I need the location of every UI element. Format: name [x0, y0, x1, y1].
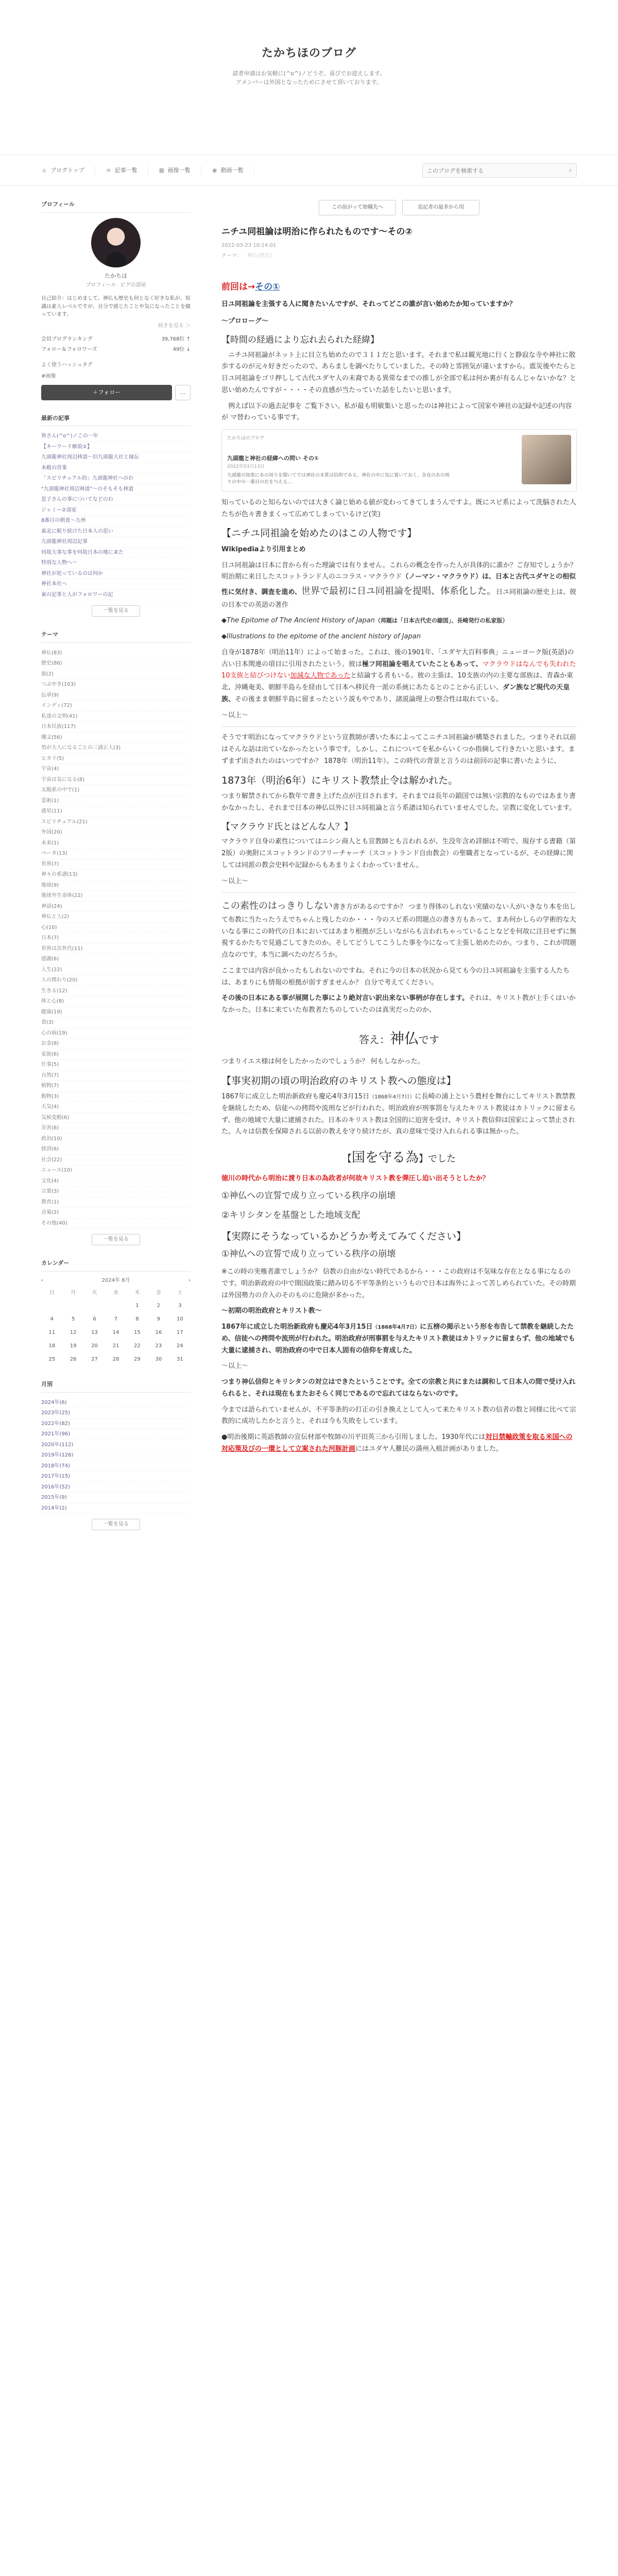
- theme-link[interactable]: 自然(7): [41, 1071, 191, 1081]
- profile-heading: プロフィール: [41, 200, 191, 213]
- recent-heading: 最新の記事: [41, 414, 191, 427]
- divider: [221, 726, 577, 727]
- profile-links: [41, 281, 191, 290]
- paragraph-text: （1868年4月7日）: [369, 1094, 415, 1100]
- theme-more-button[interactable]: 一覧を見る: [92, 1234, 140, 1245]
- nav-article-list[interactable]: [95, 166, 148, 175]
- paragraph: [221, 898, 577, 961]
- archive-heading: 月別: [41, 1380, 191, 1393]
- quote-start: 〜初期の明治政府とキリスト教〜: [221, 1307, 322, 1315]
- archive-link[interactable]: 2024年(6): [41, 1398, 191, 1409]
- calendar-day[interactable]: 29: [134, 1356, 141, 1362]
- paragraph: [221, 1432, 577, 1455]
- recent-post-link[interactable]: 神社本社へ: [41, 579, 191, 590]
- emphasis-text: その後の日本にある事が展開した事により絶対言い訳出来ない事柄が存在します。: [221, 994, 469, 1003]
- home-icon: ⌂: [42, 167, 46, 174]
- stat-label: 会員プログランキング: [41, 336, 93, 342]
- calendar-table: [41, 1287, 191, 1366]
- theme-link[interactable]: スピリチュアル(21): [41, 817, 191, 828]
- theme-link[interactable]: ベータ(13): [41, 849, 191, 859]
- calendar-day[interactable]: [41, 1299, 62, 1313]
- calendar-month: 2024年 8月: [101, 1277, 130, 1283]
- hashtag-link[interactable]: #画像: [41, 373, 56, 379]
- video-icon: ◉: [212, 167, 217, 174]
- profile-text: 自己紹介：はじめまして。神仏も歴史も何となく好きな私が、知識は素人レベルですが、自分で感じたことや気になったことを綴っています。: [41, 296, 191, 318]
- theme-link[interactable]: 地球(9): [41, 880, 191, 891]
- recent-post-link[interactable]: 九頭龍神社周辺林道〜旧九頭龍大社と縁伝: [41, 452, 191, 463]
- calendar-day[interactable]: 3: [178, 1302, 182, 1309]
- calendar-day[interactable]: 13: [91, 1329, 98, 1335]
- paragraph-text: その後まま朝鮮半島に留まったという説もやであり、諸説論理上の整合性は取れている。: [235, 695, 503, 703]
- calendar-weekday: 日: [49, 1290, 55, 1296]
- profile-name[interactable]: たかちほ: [105, 272, 127, 279]
- section-heading: 【マクラウド氏とはどんな人？】: [221, 821, 353, 832]
- stat-value: 49位 ↓: [173, 346, 191, 352]
- calendar-day[interactable]: [105, 1299, 126, 1313]
- theme-link[interactable]: 心の病(19): [41, 1028, 191, 1039]
- theme-link[interactable]: 文化(4): [41, 1176, 191, 1187]
- paragraph-text: 書き方があるのですか？ つまり得体のしれない実績のない人がいきなり本を出して布教に当たったうえでちゃんと残したのか・・・今のスピ系の問題点の書き方もあって、まあ何かしらの学術的な大いなる事にこの時代の日本においてはあまり根拠が乏しいながらも言われちゃっていることなどを何故に注目せずに無視するかたちで見過ごしてきたのか。そしてどうしてこうした事を今になって主張し始めたのか。つまり、これが問題点なのです。本当に調べたのだろうか。: [221, 903, 577, 959]
- divider: [221, 892, 577, 893]
- theme-link[interactable]: 旅(2): [41, 669, 191, 680]
- theme-link[interactable]: 外国(20): [41, 827, 191, 838]
- calendar-day[interactable]: 16: [155, 1329, 162, 1335]
- recent-list: [41, 431, 191, 600]
- calendar-prev-icon[interactable]: ‹: [41, 1277, 43, 1283]
- embed-thumbnail: [522, 435, 571, 484]
- paragraph: ニチユ同祖論がネット上に目立ち始めたので３１１だと思います。それまで私は観光地に行くと静寂な寺や神社に散歩するのが元々好きだったので、あらましを調べたりしていました。その時と雰囲気が違いますから。震災後やたらと日ユ同祖論をゴリ押しして古代ユダヤ人の末裔である異常なまでの推しが全部で私は何か裏が有るんじゃないかな？と思い始めたんですが・・・・その直感が当たっていた話をしたいと思います。: [221, 351, 577, 394]
- paragraph-text: 1867年に成立した明治新政府も慶応4年3月15日: [221, 1323, 373, 1331]
- paragraph-text: と結論する者もいる。彼の主張は、10支族の内の主要な部族は、青森か東北、沖縄奄美、朝鮮半島らを経由して日本へ移民舟一派の系統にあたるとのことから正しい、: [221, 672, 573, 692]
- recent-post-link[interactable]: 8番目の朝食〜九州: [41, 516, 191, 527]
- quote-end: 〜以上〜: [221, 711, 249, 719]
- paragraph-text: 自身が1878年（明治11年）によって始まった。これは、後の1901年、「ユダヤ大百科事典」ニューヨーク版(英語)の古い日本関連の項目に引用されたという。彼は: [221, 648, 574, 668]
- theme-link[interactable]: 音楽(2): [41, 1208, 191, 1218]
- calendar-day[interactable]: 17: [176, 1329, 183, 1335]
- emphasis-text: 世界で最初に日ユ同祖論を提唱、体系化した。: [301, 586, 496, 597]
- nav-label: 画像一覧: [167, 167, 191, 174]
- paragraph-text: 極フ同祖論を唱えていたこともあって、: [362, 660, 483, 668]
- recent-post-link[interactable]: 【キーワード解説②】: [41, 442, 191, 453]
- recent-post-link[interactable]: 東北に眠り続けた日本人の思い: [41, 527, 191, 537]
- theme-list: [41, 648, 191, 1229]
- theme-link[interactable]: つぶやき(103): [41, 680, 191, 690]
- theme-link[interactable]: 歴史(86): [41, 658, 191, 669]
- section-heading: 1873年（明治6年）にキリスト教禁止令は解かれた。: [221, 774, 458, 786]
- calendar-day[interactable]: 24: [176, 1343, 183, 1349]
- lead-question: 日ユ同祖論を主張する人に聞きたいんですが、それってどこの誰が言い始めたか知っていますか？: [221, 300, 517, 309]
- article-pager: [221, 200, 577, 215]
- ranking-row[interactable]: [41, 345, 191, 355]
- embed-title: 九頭龍と神社の経緯への問い その①: [227, 454, 319, 462]
- archive-link[interactable]: 2018年(74): [41, 1461, 191, 1472]
- theme-link[interactable]: 霊術(1): [41, 796, 191, 807]
- embed-date: 2022年03月13日: [227, 464, 265, 470]
- theme-link[interactable]: 世界(7): [41, 859, 191, 870]
- theme-section: [41, 630, 191, 1245]
- nav-label: 動画一覧: [220, 167, 244, 174]
- section-heading: 【実際にそうなっているかどうか考えてみてください】: [221, 1230, 467, 1242]
- archive-link[interactable]: 2014年(2): [41, 1503, 191, 1514]
- prev-article-link[interactable]: [221, 280, 577, 295]
- theme-link[interactable]: 経済(6): [41, 1144, 191, 1155]
- recent-posts-section: [41, 414, 191, 617]
- calendar-day[interactable]: 22: [134, 1343, 141, 1349]
- image-icon: ▦: [159, 167, 164, 174]
- list-item: ①神仏への宣誓で成り立っている秩序の崩壊: [221, 1249, 396, 1260]
- calendar-weekday: 金: [156, 1290, 161, 1296]
- section-heading: 【時間の経過により忘れ去られた経緯】: [221, 334, 379, 345]
- calendar-day[interactable]: 28: [112, 1356, 119, 1362]
- nav-label: 記事一覧: [114, 167, 138, 174]
- book-title: [221, 615, 577, 627]
- archive-link[interactable]: 2022年(82): [41, 1419, 191, 1430]
- hashtag-heading: よく使うハッシュタグ: [41, 362, 93, 368]
- calendar-day[interactable]: 11: [48, 1329, 56, 1335]
- entry-title[interactable]: ニチユ同祖論は明治に作られたものです〜その②: [221, 227, 413, 237]
- paragraph-text: （1868年4月7日）: [372, 1325, 420, 1331]
- emphasis-text: 対日禁輸政策を取る米国への対応策及びの一環として立案された河豚計画: [221, 1433, 573, 1453]
- paragraph: 今までは語られていませんが、不平等条約の打正の引き換えとして入って来たキリスト教の信者の数と同様に比べて宗教的に成功したかと言うと、それは今も失敗をしています。: [221, 1405, 576, 1426]
- recent-post-link[interactable]: 神社が祀っているのは何か: [41, 569, 191, 580]
- theme-link[interactable]: 社会(22): [41, 1155, 191, 1166]
- blog-title[interactable]: たかちほのブログ: [261, 46, 356, 60]
- paragraph: [221, 993, 577, 1016]
- section-heading: 【ニチユ同祖論を始めたのはこの人物です】: [221, 528, 417, 539]
- follow-wrap: [41, 385, 191, 400]
- paragraph-text: ●明治後期に英語教師の宣伝材部や牧師の川平田英三から引用しました。1930年代には: [221, 1433, 486, 1442]
- calendar-day[interactable]: 19: [70, 1343, 77, 1349]
- recent-post-link[interactable]: 皆さん(^o^)ノこの一年: [41, 431, 191, 442]
- blog-description-line: 読者申請はお気軽に(^o^)ノどうぞ。喜びでお迎えします。: [232, 70, 386, 77]
- sidebar: [41, 200, 191, 1544]
- paragraph-text: ダン族など現代の天皇族、: [221, 684, 570, 703]
- stat-label: フォロー＆フォロワーズ: [41, 346, 97, 352]
- calendar-day[interactable]: 31: [176, 1356, 183, 1362]
- answer-main: 神仏: [389, 1029, 419, 1047]
- paragraph: ここまでは内容が良かったもしれないのですね。それに今の日本の状況から見ても今の日ユ同祖論を主張する人たちは、あまりにも情報の根拠が弱すぎませんか？ 自分で考えてください。: [221, 967, 570, 987]
- paragraph: つまりイエス様は何をしたかったのでしょうか？ 何もしなかった。: [221, 1057, 424, 1065]
- theme-link[interactable]: 健康(19): [41, 1007, 191, 1018]
- ranking-row[interactable]: [41, 334, 191, 345]
- entry-date: 2022-03-23 10:14:01: [221, 242, 277, 248]
- profile-link[interactable]: プロフィール: [85, 282, 116, 289]
- stat-value: 39,768位 ↑: [161, 336, 191, 342]
- archive-link[interactable]: 2021年(96): [41, 1429, 191, 1440]
- profile-more-link[interactable]: 続きを見る ＞: [158, 323, 191, 329]
- profile-section: [41, 200, 191, 400]
- theme-label: テーマ：: [221, 252, 242, 259]
- theme-link[interactable]: 神仏(83): [41, 648, 191, 659]
- archive-link[interactable]: 2015年(9): [41, 1493, 191, 1503]
- embed-desc: 九頭龍の知恵にあの周りを聞いてでは神社の本質は信仰である。神社の中に気に置いておく、奈良のあの周りの中の一番目の社を与える...: [227, 472, 450, 485]
- paragraph: 知っているのと知らないのでは大きく論じ始める値が変わってきてしまうんですよ。既にスピ系によって洗脳された人たちが色々書きまくって広めてしまっているけど(笑): [221, 498, 576, 518]
- calendar-day[interactable]: 23: [155, 1343, 162, 1349]
- theme-link[interactable]: 私達の文明(41): [41, 711, 191, 722]
- theme-link[interactable]: 生きる(12): [41, 986, 191, 997]
- quote-end: 〜以上〜: [221, 1362, 249, 1370]
- theme-link[interactable]: 動物(3): [41, 1092, 191, 1103]
- archive-link[interactable]: 2017年(15): [41, 1471, 191, 1482]
- theme-link[interactable]: 日本(7): [41, 933, 191, 944]
- theme-link[interactable]: 食(3): [41, 1018, 191, 1028]
- theme-link[interactable]: 男が大人になるごとの三浦正人(3): [41, 743, 191, 754]
- paragraph: つまり解禁されてから数年で書き上げた点が注目されます。それまでは長年の鎖国では無い宗教的なものではあまり書かなかったし、それまで日本の神仏以外に日ユ同祖論と言う系譜は知られていませんでした。宗教に変化しています。: [221, 792, 576, 812]
- theme-link[interactable]: 政治(10): [41, 1134, 191, 1145]
- section-heading: 【事実初期の頃の明治政府のキリスト教への態度は】: [221, 1075, 456, 1087]
- paragraph: そうです明治になってマクラウドという宣教師が書いた本によってこニチユ同祖論が構築されました。つまりそれ以前はそんな話は出ていなかったという事です。しかし、これについてを私からいくつか指摘して行きたいと思います。まずまず出されたのはいつですか？ 1878年（明治11年）。この時代の背景と言うのは前回の記事に書いたように、: [221, 734, 576, 765]
- calendar-next-icon[interactable]: ›: [188, 1277, 191, 1283]
- paragraph-text: それは、キリスト教が上手くはいかなかった。日本に来ていた布教者たちのしていたのは真実だったのか、: [221, 994, 576, 1014]
- archive-link[interactable]: 2019年(126): [41, 1450, 191, 1461]
- paragraph: ※この時の実権者誰でしょうか？ 信教の自由がない時代であるから・・・この政府は不気味な存在となる事になるのです。明治新政府の中で開国政策に踏み切る不平等条約というもので日本は海外によって苦しめられていた。その時期は外国勢力の介入のそのものに危険が多かった。: [221, 1268, 576, 1299]
- entry-categories: [221, 252, 577, 260]
- calendar-day[interactable]: 5: [71, 1316, 75, 1322]
- theme-link[interactable]: 感謝(6): [41, 954, 191, 965]
- recent-post-link[interactable]: 「スピリチュアル的」九頭龍神社へのわ: [41, 473, 191, 484]
- calendar-weekday: 水: [113, 1290, 118, 1296]
- back-prefix: 前回は→: [221, 281, 255, 292]
- theme-link[interactable]: その他(40): [41, 1218, 191, 1229]
- calendar-weekday: 火: [92, 1290, 97, 1296]
- blog-header: [0, 0, 618, 155]
- nav-image-list[interactable]: [148, 166, 201, 175]
- calendar-day[interactable]: 9: [157, 1316, 160, 1322]
- category-link[interactable]: 神仏(歴史): [247, 252, 272, 259]
- blog-search: [422, 163, 577, 178]
- theme-link[interactable]: 人生(22): [41, 965, 191, 976]
- theme-link[interactable]: 伝承(9): [41, 690, 191, 701]
- profile-link[interactable]: ピグの部屋: [120, 282, 146, 289]
- book-title: ◆Illustrations to the epitome of the ancient history of Japan: [221, 633, 421, 641]
- entry-body: [221, 280, 577, 1455]
- theme-link[interactable]: 言葉(3): [41, 1187, 191, 1197]
- theme-link[interactable]: 縄文(56): [41, 733, 191, 743]
- theme-link[interactable]: 体と心(8): [41, 996, 191, 1007]
- prologue-label: 〜プロローグ〜: [221, 317, 269, 326]
- calendar-day[interactable]: 26: [70, 1356, 77, 1362]
- follow-more-button[interactable]: …: [175, 385, 191, 400]
- theme-link[interactable]: 神仏と人(2): [41, 912, 191, 923]
- paragraph-text: にはユダヤ人難民の満州入植計画がありました。: [355, 1445, 503, 1453]
- theme-link[interactable]: インディ(72): [41, 701, 191, 711]
- nav-video-list[interactable]: [201, 166, 254, 175]
- paragraph-text: に長崎の浦上という農村を舞台にしてキリスト教禁教を継続したため、信徒への拷問や流刑などが行われた。明治政府が刑事罰を与えたキリスト教徒はカトリックに留まらず、他の地域で大量に逮捕された。日本のキリスト教は全国的に迫害を受け、キリスト教信仰は国家によって禁止された。人々は信教を保障される以前の教えを守り続けたが、真の意味で受け入れられる事は無かった。: [221, 1093, 576, 1136]
- emphasis-text: この素性のはっきりしない: [221, 901, 333, 912]
- theme-link[interactable]: ニュース(10): [41, 1165, 191, 1176]
- search-icon[interactable]: ⌕: [569, 166, 572, 174]
- blog-description-line: アメンバーは外国となったためにさせて頂いております。: [236, 78, 382, 86]
- archive-link[interactable]: 2020年(112): [41, 1440, 191, 1451]
- theme-link[interactable]: 家族(6): [41, 1049, 191, 1060]
- calendar-day[interactable]: 30: [155, 1356, 162, 1362]
- recent-post-link[interactable]: 何故大事な事を何故日本の地に来た: [41, 548, 191, 558]
- main-content: [221, 200, 577, 1544]
- recent-post-link[interactable]: 息子さんの事についてなどのわ: [41, 495, 191, 505]
- answer-suffix: です: [419, 1033, 439, 1046]
- list-item: ①神仏への宣誓で成り立っている秩序の崩壊: [221, 1191, 396, 1201]
- search-input[interactable]: [427, 167, 569, 174]
- theme-link[interactable]: 太陽系の中で(1): [41, 785, 191, 796]
- calendar-heading: カレンダー: [41, 1259, 191, 1272]
- calendar-day[interactable]: 14: [112, 1329, 119, 1335]
- theme-link[interactable]: 神話(24): [41, 902, 191, 912]
- calendar-nav: [41, 1277, 191, 1285]
- recent-post-link[interactable]: "九頭龍神社周辺林道"〜のそもそも林道: [41, 484, 191, 495]
- recent-post-link[interactable]: 本殿の営業: [41, 463, 191, 474]
- archive-link[interactable]: 2023年(25): [41, 1408, 191, 1419]
- recent-post-link[interactable]: 東の記事と人がフォロワーの記: [41, 590, 191, 601]
- calendar-section: [41, 1259, 191, 1366]
- recent-more-button[interactable]: 一覧を見る: [92, 605, 140, 617]
- theme-heading: テーマ: [41, 630, 191, 643]
- calendar-day[interactable]: 20: [91, 1343, 98, 1349]
- calendar-day[interactable]: 25: [48, 1356, 56, 1362]
- paragraph-text: 日ユ同祖論の歴史上は、彼の日本での英語の著作: [221, 588, 576, 609]
- archive-link[interactable]: 2016年(52): [41, 1482, 191, 1493]
- back-link-label[interactable]: その①: [255, 281, 280, 292]
- paragraph: 例えば以下の過去記事を ご覧下さい。私が最も明敏集いと思ったのは神社によって国家や神社の記録や記述の内容が マ替わっている事です。: [221, 402, 572, 422]
- page-container: [41, 185, 577, 1544]
- theme-link[interactable]: 神々の系譜(13): [41, 870, 191, 880]
- theme-link[interactable]: 気候変動(6): [41, 1113, 191, 1124]
- kuni-callout: [221, 1146, 577, 1170]
- theme-link[interactable]: 災害(8): [41, 1123, 191, 1134]
- paragraph: 徳川の時代から明治に渡り日本の為政者が何故キリスト教を弾圧し迫い出そうとしたか？: [221, 1174, 489, 1182]
- kuni-prefix: 【: [342, 1154, 352, 1165]
- theme-link[interactable]: 心(10): [41, 923, 191, 934]
- theme-link[interactable]: 世界は次世代(11): [41, 944, 191, 955]
- calendar-day[interactable]: 15: [134, 1329, 141, 1335]
- list-item: ②キリシタンを基盤とした地域支配: [221, 1210, 360, 1221]
- book-title-en: ◆The Epitome of The Ancient History of Japan: [221, 617, 375, 625]
- paragraph-text: 1867年に成立した明治新政府も慶応4年3月15日: [221, 1093, 370, 1101]
- calendar-day[interactable]: 27: [91, 1356, 98, 1362]
- paragraph-text: に五榜の掲示という形を布告して禁教を継続したため、信徒への拷問や流刑が行われた。明治政府が刑事罰を与えたキリスト教徒はカトリックに留まらず、他の地域でも大量に逮捕され、明治政府の中で日本人固有の信仰を育成した。: [221, 1323, 575, 1354]
- pager-button[interactable]: 追記者の最多から用: [402, 200, 479, 215]
- calendar-day[interactable]: 21: [112, 1343, 119, 1349]
- kuni-suffix: 】でした: [419, 1154, 456, 1165]
- recent-post-link[interactable]: 特別な人物へ〜: [41, 558, 191, 569]
- wiki-label: Wikipediaより引用まとめ: [221, 545, 306, 553]
- calendar-day[interactable]: 6: [93, 1316, 96, 1322]
- theme-link[interactable]: 天気(4): [41, 1102, 191, 1113]
- calendar-day[interactable]: 7: [114, 1316, 118, 1322]
- calendar-day[interactable]: 8: [135, 1316, 139, 1322]
- pager-button[interactable]: この前がって始職先へ: [319, 200, 396, 215]
- paragraph: [221, 1321, 577, 1357]
- answer-callout: [221, 1026, 577, 1051]
- paragraph: [221, 560, 577, 612]
- answer-prefix: 答え：: [358, 1033, 390, 1046]
- theme-link[interactable]: 教育(1): [41, 1197, 191, 1208]
- recent-post-link[interactable]: 九頭龍神社周辺記事: [41, 537, 191, 548]
- paragraph: つまり神仏信仰とキリシタンの対立はできたということです。全ての宗教と共にまたは調和して日本人の間で受け入れられると、それは現在もまたおそらく同じであるので忘れてはならないのです。: [221, 1378, 576, 1398]
- list-icon: ≡: [106, 167, 111, 174]
- theme-link[interactable]: 日本民族(117): [41, 722, 191, 733]
- theme-link[interactable]: 惑星(11): [41, 806, 191, 817]
- archive-section: [41, 1380, 191, 1530]
- calendar-day[interactable]: [62, 1299, 83, 1313]
- emphasis-text: マクラウドはなんでも失われた10支族と結びつけない: [221, 660, 576, 680]
- calendar-day[interactable]: 12: [70, 1329, 77, 1335]
- kuni-main: 国を守る為: [351, 1150, 419, 1166]
- theme-link[interactable]: 地球外生命体(22): [41, 891, 191, 902]
- nav-blog-top[interactable]: [41, 166, 95, 175]
- calendar-weekday: 土: [177, 1290, 183, 1296]
- calendar-day[interactable]: 18: [48, 1343, 56, 1349]
- paragraph: マクラウド自身の素性についてはニシン商人とも宣教師とも言われるが、生没年含め詳細は不明で、現存する書籍（第2版）の奥附にスコットランドのフリーチャーチ（スコットランド自由教会）の聖職者となっているが、その経緯に関しては同派の教会史料や記録からもあまりよくわかっていません。: [221, 838, 576, 869]
- quote-end: 〜以上〜: [221, 877, 249, 885]
- calendar-weekday: 木: [134, 1290, 140, 1296]
- paragraph-text: 日ユ同祖論は日本に昔から有った理論では有りません。これらの概念を作った人が具体的に誰か？ご存知でしょうか？明治期に来日したスコットランド人のニコラス・マクラウド: [221, 561, 577, 581]
- calendar-weekday: 月: [71, 1290, 76, 1296]
- paragraph: [221, 1091, 577, 1138]
- calendar-day[interactable]: 2: [157, 1302, 160, 1309]
- follow-button[interactable]: ＋フォロー: [41, 385, 172, 400]
- archive-more-button[interactable]: 一覧を見る: [92, 1519, 140, 1530]
- theme-link[interactable]: 未来(1): [41, 838, 191, 849]
- embedded-article-card[interactable]: [221, 429, 577, 492]
- nav-label: ブログトップ: [50, 167, 84, 174]
- theme-link[interactable]: 植物(7): [41, 1081, 191, 1092]
- theme-link[interactable]: 人の関わり(20): [41, 975, 191, 986]
- blog-description: [0, 70, 618, 87]
- paragraph-text: （ノーマン・マクラウド）は、日本と古代ユダヤとの相似性に気付き、調査を進め、: [221, 573, 576, 597]
- theme-link[interactable]: お金(8): [41, 1039, 191, 1049]
- recent-post-link[interactable]: ジャミー②部家: [41, 505, 191, 516]
- emphasis-text: 加減な人物であった: [290, 672, 351, 680]
- embed-source: たかちほのブログ: [227, 436, 265, 442]
- archive-list: [41, 1398, 191, 1514]
- theme-link[interactable]: 宇宙は気になる(8): [41, 775, 191, 786]
- theme-link[interactable]: 仕事(5): [41, 1060, 191, 1071]
- calendar-day[interactable]: [84, 1299, 105, 1313]
- calendar-day[interactable]: 10: [176, 1316, 183, 1322]
- global-nav: [0, 155, 618, 185]
- avatar[interactable]: [91, 218, 141, 267]
- book-title-ja: （邦題は「日本古代史の縮図」、長崎発行の私家版）: [374, 617, 508, 624]
- calendar-day[interactable]: 4: [50, 1316, 54, 1322]
- calendar-day[interactable]: 1: [135, 1302, 139, 1309]
- theme-link[interactable]: 宇宙(4): [41, 764, 191, 775]
- theme-link[interactable]: ヒカリ(5): [41, 754, 191, 765]
- paragraph: [221, 647, 577, 706]
